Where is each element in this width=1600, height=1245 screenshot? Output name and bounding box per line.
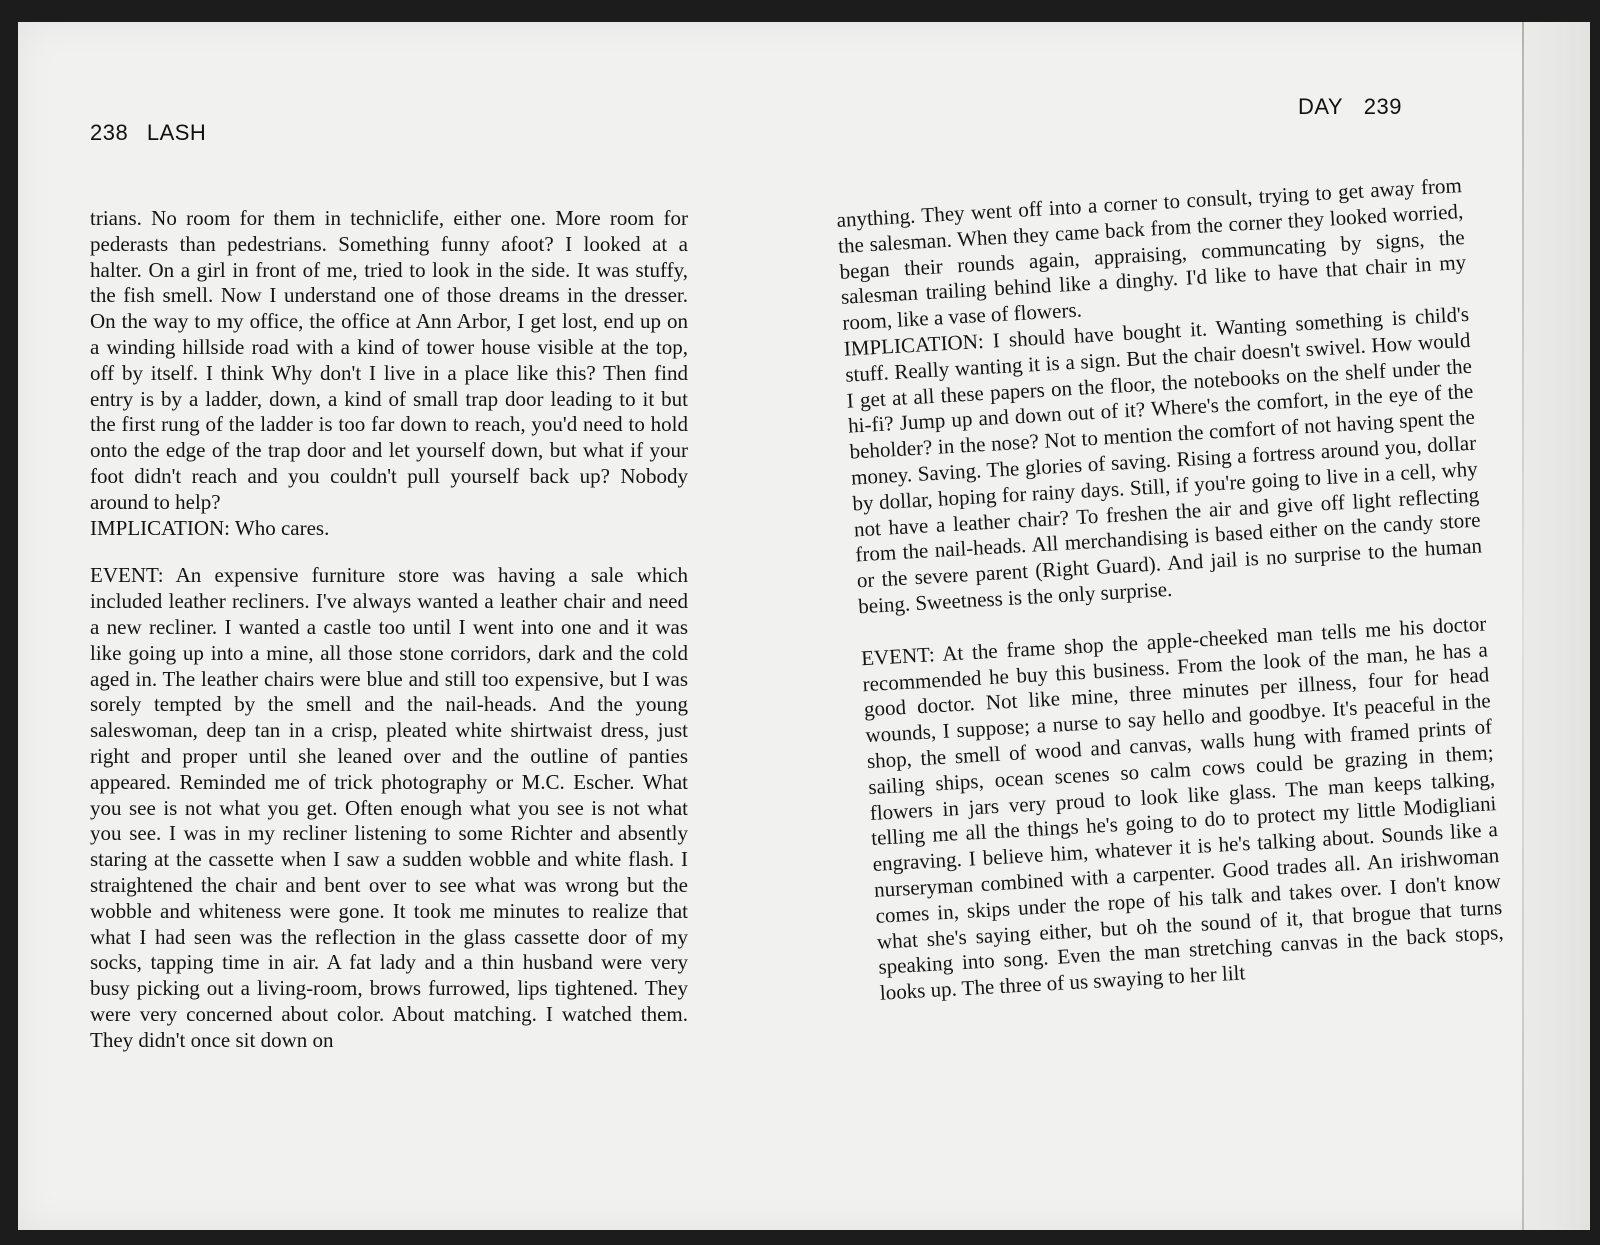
right-page-header xyxy=(1298,94,1402,120)
left-page-text xyxy=(90,206,688,1054)
left-paragraph-2: EVENT: An expensive furniture store was having a sale which included leather recliners. I've always wanted a leather chair and need a new recliner. I wanted a castle too until I went into one and it was like going up into a mine, all those stone corridors, dark and the cold aged in. The leather chairs were blue and still too expensive, but I was sorely tempted by the smell and the nail-heads. And the young saleswoman, deep tan in a crisp, pleated white shirtwaist dress, just right and proper until she leaned over and the outline of panties appeared. Reminded me of trick photography or M.C. Escher. What you see is not what you get. Often enough what you see is not what you see. I was in my recliner listening to some Richter and absently staring at the cassette when I saw a sudden wobble and white flash. I straightened the chair and bent over to see what was wrong but the wobble and whiteness were gone. It took me minutes to realize that what I had seen was the reflection in the glass cassette door of my socks, tapping time in air. A fat lady and a thin husband were very busy picking out a living-room, brows furrowed, lips tightened. They were very concerned about color. About matching. I watched them. They didn't once sit down on xyxy=(90,563,688,1052)
right-page-number: 239 xyxy=(1363,94,1402,119)
left-page-number: 238 xyxy=(90,120,129,145)
paragraph-gap xyxy=(90,541,688,563)
page-edge xyxy=(1524,22,1590,1230)
right-running-head: DAY xyxy=(1298,94,1344,119)
right-paragraph-1: anything. They went off into a corner to consult, trying to get away from the salesman. When they came back from the corner they looked worried, began their rounds again, appraising, communcating by signs, the salesman trailing behind like a dinghy. I'd like to have that chair in my room, like a vase of flowers. IMPLICATION: I should have bought it. Wanting something is child's stuff. Really wanting it is a sign. But the chair doesn't swivel. How would I get at all these papers on the floor, the notebooks on the shelf under the hi-fi? Jump up and down out of it? Where's the comfort, in the eye of the beholder? in the nose? Not to mention the comfort of not having spent the money. Saving. The glories of saving. Rising a fortress around you, dollar by dollar, hoping for rainy days. Still, if you're going to live in a cell, why not have a leather chair? To freshen the air and give off light reflecting from the nail-heads. All merchandising is based either on the candy store or the severe parent (Right Guard). And jail is no surprise to the human being. Sweetness is the only surprise. xyxy=(836,173,1483,619)
left-page-header xyxy=(90,120,206,146)
left-paragraph-1: trians. No room for them in techniclife, either one. More room for pederasts than pedestrians. Something funny afoot? I looked at a halter. On a girl in front of me, tried to look in the side. It was stuffy, the fish smell. Now I understand one of those dreams in the dresser. On the way to my office, the office at Ann Arbor, I get lost, end up on a winding hillside road with a kind of tower house visible at the top, off by itself. I think Why don't I live in a place like this? Then find entry is by a ladder, down, a kind of small trap door leading to it but the first rung of the ladder is too far down to reach, you'd need to hold onto the edge of the trap door and let yourself down, but what if your foot didn't reach and you couldn't pull yourself back up? Nobody around to help? IMPLICATION: Who cares. xyxy=(90,206,688,540)
right-page-text xyxy=(836,173,1506,1007)
left-running-head: LASH xyxy=(146,120,207,145)
right-paragraph-2: EVENT: At the frame shop the apple-cheeked man tells me his doctor recommended he buy this business. From the look of the man, he has a good doctor. Not like mine, three minutes per illness, four for head wounds, I suppose; a nurse to say hello and goodbye. It's peaceful in the shop, the smell of wood and canvas, walls hung with framed prints of sailing ships, ocean scenes so calm cows could be grazing in them; flowers in jars very proud to look like glass. The man keeps talking, telling me all the things he's going to do to protect my little Modigliani engraving. I believe him, whatever it is he's talking about. Sounds like a nurseryman combined with a carpenter. Good trades all. An irishwoman comes in, skips under the rope of his talk and takes over. I don't know what she's saying either, but oh the sound of it, that brogue that turns speaking into song. Even the man stretching canvas in the back stops, looks up. The three of us swaying to her lilt xyxy=(860,611,1505,1005)
book-spread xyxy=(18,22,1590,1230)
page-fold xyxy=(1522,22,1524,1230)
